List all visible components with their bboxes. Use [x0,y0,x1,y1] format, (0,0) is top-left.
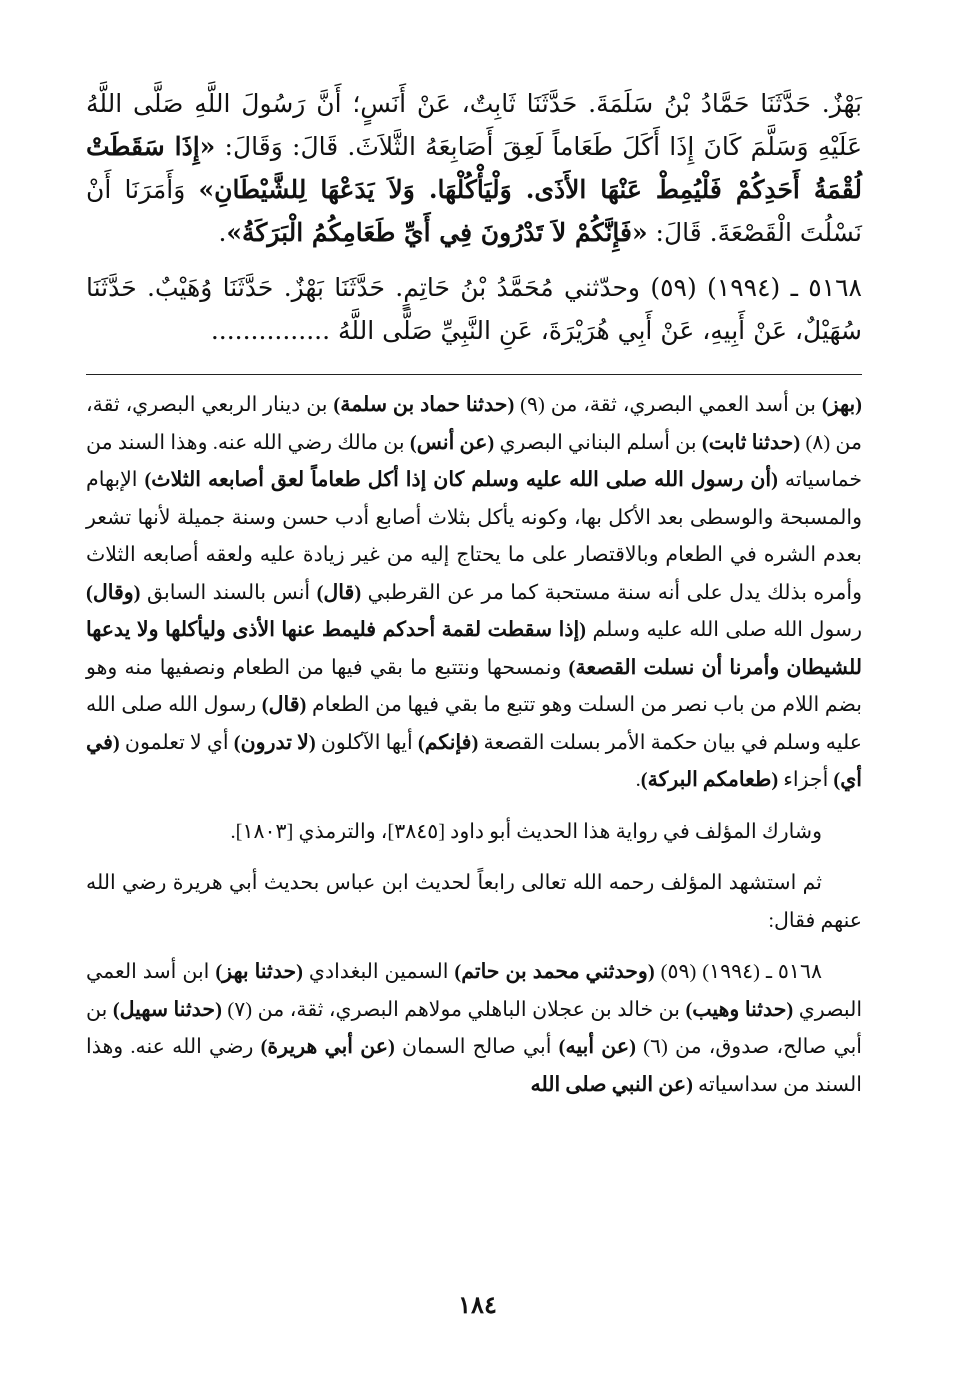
text-run: بَهْزٌ. حَدَّثَنَا حَمَّادُ بْنُ سَلَمَةَ. حَدَّثَنَا ثَابِتٌ، عَنْ أَنَسٍ؛ أَنَّ رَسُولَ اللَّهِ صَلَّى اللَّهُ عَلَيْهِ وَسَلَّمَ كَانَ إِذَا أَكَلَ طَعَاماً لَعِقَ أَصَابِعَهُ الثَّلاَثَ. قَالَ: وَقَالَ: [86,89,862,161]
commentary-paragraph-3: ثم استشهد المؤلف رحمه الله تعالى رابعاً لحديث ابن عباس بحديث أبي هريرة رضي الله عنهم فقال: [86,872,862,932]
text-run: رسول الله صلى الله عليه وسلم في بيان حكمة الأمر بسلت القصعة [86,694,862,754]
bold-text-run: (أن رسول الله صلى الله عليه وسلم كان إذا أكل طعاماً لعق أصابعه الثلاث) [144,469,778,491]
bold-text-run: (عن أنس) [409,431,495,454]
page-number: ١٨٤ [458,1290,497,1319]
bold-text-run: «فَإِنَّكُمْ لاَ تَدْرُونَ فِي أَيِّ طَعَامِكُمُ الْبَرَكَةُ» [226,218,648,247]
bold-text-run: (بهز) [821,394,863,416]
text-run: . [635,769,641,791]
bold-text-run: (حدثنا وهيب) [685,998,794,1021]
text-run: الإبهام والمسبحة والوسطى بعد الأكل بها، وكونه يأكل بثلاث أصابع أدب حسن وسنة جميلة لأنها تشعر بعدم الشره في الطعام وبالاقتصار على ما يحتاج إليه من غير زيادة عليه ولعقه أصابعه الثلاث وأمره بذلك يدل على أنه سنة مستحبة كما مر عن القرطبي [86,469,863,604]
hadith-text [86,82,862,352]
text-run: رضي الله عنه. وهذا السند من سداسياته [86,1036,862,1096]
commentary [86,387,862,1104]
text-run: بن أسد العمي البصري، ثقة، من (٩) [514,394,822,416]
text-run: أي لا تعلمون [119,731,234,754]
text-run: أيها الآكلون [315,731,418,754]
page [86,82,862,1104]
bold-text-run: (في أي) [86,731,862,791]
commentary-paragraph-2: وشارك المؤلف في رواية هذا الحديث أبو داود [٣٨٤٥]، والترمذي [١٨٠٣]. [230,820,822,843]
bold-text-run: (قال) [261,694,307,716]
bold-text-run: (عن النبي صلى الله [530,1073,693,1096]
footnote-divider [86,374,862,375]
bold-text-run: (لا تدرون) [233,731,316,754]
bold-text-run: (فإنكم) [417,731,479,754]
text-run: بن مالك رضي الله عنه. وهذا السند من خماسياته [86,431,862,491]
text-run: أجزاء [778,769,834,791]
hadith-paragraph-2: ٥١٦٨ ـ (١٩٩٤) (٥٩) وحدّثني مُحَمَّدُ بْنُ حَاتِمٍ. حَدَّثَنَا بَهْزٌ. حَدَّثَنَا وُهَيْبٌ. حَدَّثَنَا سُهَيْلٌ، عَنْ أَبِيهِ، عَنْ أَبِي هُرَيْرَةَ، عَنِ النَّبِيِّ صَلَّى اللَّهُ ............... [86,273,862,345]
text-run: أبي صالح السمان [394,1036,559,1058]
text-run: السمين البغدادي [302,961,455,983]
bold-text-run: (حدثنا ثابت) [701,431,801,454]
bold-text-run: (قال) [316,581,362,604]
text-run: بن خالد بن عجلان الباهلي مولاهم البصري، ثقة، من (٧) [221,998,686,1021]
text-run: ابن أسد العمي البصري [86,961,863,1021]
bold-text-run: (طعامكم البركة) [640,769,779,791]
text-run: ٥١٦٨ ـ (١٩٩٤) (٥٩) [654,961,822,983]
bold-text-run: (إذا سقطت لقمة أحدكم فليمط عنها الأذى وليأكلها ولا يدعها للشيطان وأمرنا أن نسلت القصعة) [86,619,862,679]
text-run: . [218,218,227,247]
commentary-paragraph-4 [86,954,862,1104]
bold-text-run: «إِذَا سَقَطَتْ لُقْمَةُ أَحَدِكُمْ فَلْيُمِطْ عَنْهَا الأَذَى. وَلْيَأْكُلْهَا. وَلاَ يَدَعْهَا لِلشَّيْطَانِ» [86,132,862,204]
commentary-paragraph-1 [86,387,862,800]
text-run: أنس بالسند السابق [140,581,317,604]
bold-text-run: (وحدثني محمد بن حاتم) [454,961,655,983]
bold-text-run: (عن أبيه) [558,1036,636,1058]
bold-text-run: (حدثنا حماد بن سلمة) [333,394,515,416]
text-run: بن أسلم البناني البصري [494,431,702,454]
text-run: وَأَمَرَنَا أَنْ نَسْلُتَ الْقَصْعَةَ. قَالَ: [86,175,862,247]
bold-text-run: (عن أبي هريرة) [260,1036,395,1058]
text-run: رسول الله صلى الله عليه وسلم [585,619,862,641]
text-run: بن دينار الربعي البصري، ثقة، من (٨) [86,394,863,454]
bold-text-run: (حدثنا سهيل) [112,998,222,1021]
text-run: ونمسحها ونتتبع ما بقي فيها من الطعام ونصفيها منه وهو بضم اللام من باب نصر من السلت وهو تتبع ما بقي فيها من الطعام [86,656,862,716]
bold-text-run: (حدثنا بهز) [215,961,303,983]
text-run: بن أبي صالح، صدوق، من (٦) [86,998,862,1058]
hadith-paragraph-1 [86,82,862,254]
bold-text-run: (وقال) [86,581,141,604]
